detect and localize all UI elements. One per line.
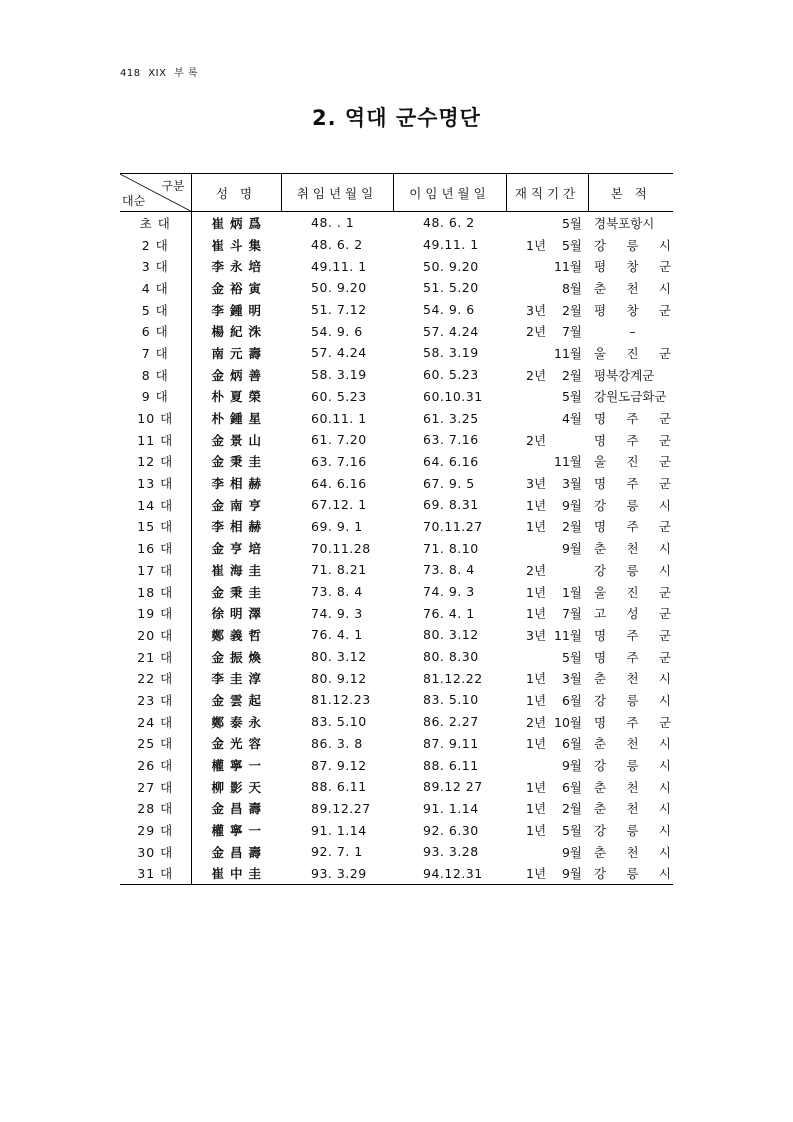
table-row bbox=[120, 819, 673, 841]
generation-cell: 29 대 bbox=[120, 819, 191, 841]
section-label: 부 록 bbox=[174, 68, 199, 79]
governor-name-cell: 金景山 bbox=[211, 432, 267, 448]
start-date-cell: 92. 7. 1 bbox=[311, 844, 363, 860]
hometown-cell: 춘 천 시 bbox=[594, 736, 671, 752]
generation-cell: 3 대 bbox=[120, 255, 191, 277]
tenure-months: 5월 bbox=[561, 823, 582, 839]
start-date-cell: 89.12.27 bbox=[311, 800, 371, 816]
table-row bbox=[120, 472, 673, 494]
tenure-cell bbox=[506, 494, 588, 516]
hometown-cell: 강 릉 시 bbox=[594, 823, 671, 839]
start-date-cell: 60.11. 1 bbox=[311, 410, 367, 426]
governor-name-cell: 李相赫 bbox=[211, 476, 267, 492]
end-date-cell: 88. 6.11 bbox=[423, 757, 479, 773]
tenure-cell bbox=[506, 212, 588, 234]
tenure-years: 1년 bbox=[526, 237, 547, 253]
end-date-cell: 54. 9. 6 bbox=[423, 302, 475, 318]
end-date-cell: 74. 9. 3 bbox=[423, 584, 475, 600]
tenure-months: 6월 bbox=[561, 736, 582, 752]
governor-name-cell: 南元壽 bbox=[211, 345, 267, 361]
tenure-months: 9월 bbox=[561, 758, 582, 774]
governor-name-cell: 李相赫 bbox=[211, 519, 267, 535]
tenure-cell bbox=[506, 863, 588, 885]
tenure-months: 3월 bbox=[561, 476, 582, 492]
hometown-cell: 명 주 군 bbox=[594, 649, 671, 665]
tenure-months: 5월 bbox=[561, 389, 582, 405]
table-row bbox=[120, 624, 673, 646]
governor-name-cell: 李鍾明 bbox=[211, 302, 267, 318]
table-row bbox=[120, 689, 673, 711]
table-row bbox=[120, 277, 673, 299]
generation-cell: 24 대 bbox=[120, 711, 191, 733]
end-date-cell: 60.10.31 bbox=[423, 388, 483, 404]
governor-name-cell: 楊紀洙 bbox=[211, 324, 267, 340]
hometown-cell: 명 주 군 bbox=[594, 714, 671, 730]
corner-label-order: 대순 bbox=[122, 194, 146, 208]
start-date-cell: 93. 3.29 bbox=[281, 863, 393, 885]
corner-header-cell bbox=[120, 174, 191, 212]
generation-cell: 27 대 bbox=[120, 776, 191, 798]
tenure-months: 5월 bbox=[561, 215, 582, 231]
governor-name-cell: 崔中圭 bbox=[191, 863, 281, 885]
table-body bbox=[120, 212, 673, 885]
tenure-months: 9월 bbox=[561, 541, 582, 557]
column-header-name: 성 명 bbox=[191, 174, 281, 212]
hometown-cell: 명 주 군 bbox=[594, 432, 671, 448]
table-row bbox=[120, 255, 673, 277]
tenure-years: 3년 bbox=[526, 627, 547, 643]
table-row bbox=[120, 754, 673, 776]
hometown-cell: 명 주 군 bbox=[594, 411, 671, 427]
tenure-months: 11월 bbox=[554, 454, 582, 470]
hometown-cell: 명 주 군 bbox=[594, 476, 671, 492]
table-row bbox=[120, 602, 673, 624]
hometown-cell: 울 진 군 bbox=[594, 454, 671, 470]
end-date-cell: 80. 3.12 bbox=[423, 627, 479, 643]
table-row bbox=[120, 299, 673, 321]
column-header-end-date: 이임년월일 bbox=[393, 174, 506, 212]
hometown-cell: 춘 천 시 bbox=[594, 779, 671, 795]
end-date-cell: 87. 9.11 bbox=[423, 735, 479, 751]
generation-cell: 9 대 bbox=[120, 386, 191, 408]
end-date-cell: 49.11. 1 bbox=[423, 237, 479, 253]
table-row bbox=[120, 234, 673, 256]
tenure-cell bbox=[506, 689, 588, 711]
generation-cell: 10 대 bbox=[120, 407, 191, 429]
governor-name-cell: 金振煥 bbox=[211, 649, 267, 665]
hometown-cell: 경북포항시 bbox=[594, 215, 655, 231]
end-date-cell: 93. 3.28 bbox=[423, 844, 479, 860]
tenure-cell bbox=[506, 733, 588, 755]
governors-table bbox=[120, 173, 673, 885]
tenure-months: 8월 bbox=[561, 280, 582, 296]
governor-name-cell: 崔海圭 bbox=[211, 562, 267, 578]
column-header-hometown: 본 적 bbox=[588, 174, 673, 212]
governor-name-cell: 權寧一 bbox=[211, 823, 267, 839]
end-date-cell: 89.12 27 bbox=[423, 779, 483, 795]
hometown-cell: 춘 천 시 bbox=[594, 801, 671, 817]
end-date-cell: 58. 3.19 bbox=[423, 345, 479, 361]
tenure-years: 1년 bbox=[526, 584, 547, 600]
generation-cell: 5 대 bbox=[120, 299, 191, 321]
generation-cell: 12 대 bbox=[120, 451, 191, 473]
end-date-cell: 73. 8. 4 bbox=[423, 562, 475, 578]
tenure-months: 9월 bbox=[561, 866, 582, 882]
table-row bbox=[120, 581, 673, 603]
end-date-cell: 92. 6.30 bbox=[423, 822, 479, 838]
start-date-cell: 80. 9.12 bbox=[311, 670, 367, 686]
end-date-cell: 81.12.22 bbox=[423, 670, 483, 686]
table-row bbox=[120, 711, 673, 733]
hometown-cell: 강 릉 시 bbox=[594, 237, 671, 253]
governor-name-cell: 金南亨 bbox=[211, 497, 267, 513]
start-date-cell: 48. . 1 bbox=[311, 215, 355, 231]
start-date-cell: 81.12.23 bbox=[311, 692, 371, 708]
governor-name-cell: 金秉圭 bbox=[211, 584, 267, 600]
tenure-months: 2월 bbox=[561, 519, 582, 535]
chapter-number: XIX bbox=[148, 68, 167, 79]
table-row bbox=[120, 494, 673, 516]
governor-name-cell: 李永培 bbox=[211, 259, 267, 275]
end-date-cell: 61. 3.25 bbox=[423, 410, 479, 426]
tenure-cell bbox=[506, 277, 588, 299]
start-date-cell: 51. 7.12 bbox=[311, 302, 367, 318]
tenure-years: 1년 bbox=[526, 606, 547, 622]
tenure-years: 1년 bbox=[526, 519, 547, 535]
tenure-years: 1년 bbox=[526, 497, 547, 513]
tenure-cell bbox=[506, 429, 588, 451]
table-row bbox=[120, 212, 673, 234]
tenure-years: 1년 bbox=[526, 671, 547, 687]
tenure-cell bbox=[506, 559, 588, 581]
hometown-cell: 강 릉 시 bbox=[594, 692, 671, 708]
hometown-cell: 명 주 군 bbox=[594, 627, 671, 643]
start-date-cell: 80. 3.12 bbox=[311, 649, 367, 665]
governor-name-cell: 崔斗集 bbox=[211, 237, 267, 253]
end-date-cell: 94.12.31 bbox=[393, 863, 506, 885]
tenure-years: 1년 bbox=[526, 779, 547, 795]
generation-cell: 25 대 bbox=[120, 733, 191, 755]
end-date-cell: 51. 5.20 bbox=[423, 280, 479, 296]
table-row bbox=[120, 342, 673, 364]
start-date-cell: 74. 9. 3 bbox=[311, 605, 363, 621]
tenure-cell bbox=[506, 819, 588, 841]
start-date-cell: 91. 1.14 bbox=[311, 822, 367, 838]
end-date-cell: 64. 6.16 bbox=[423, 453, 479, 469]
tenure-years: 1년 bbox=[526, 823, 547, 839]
table-row bbox=[120, 798, 673, 820]
tenure-cell bbox=[506, 841, 588, 863]
column-header-tenure: 재직기간 bbox=[506, 174, 588, 212]
generation-cell: 20 대 bbox=[120, 624, 191, 646]
tenure-months: 6월 bbox=[561, 779, 582, 795]
tenure-cell bbox=[506, 342, 588, 364]
end-date-cell: 50. 9.20 bbox=[423, 258, 479, 274]
tenure-months: 11월 bbox=[554, 627, 582, 643]
tenure-months: 10월 bbox=[554, 714, 582, 730]
governor-name-cell: 朴夏榮 bbox=[211, 389, 267, 405]
start-date-cell: 71. 8.21 bbox=[311, 562, 367, 578]
tenure-cell bbox=[506, 667, 588, 689]
table-row bbox=[120, 646, 673, 668]
table-row bbox=[120, 386, 673, 408]
page-title: 2. 역대 군수명단 bbox=[312, 106, 481, 130]
hometown-cell: 강 릉 시 bbox=[594, 758, 671, 774]
tenure-months: 7월 bbox=[561, 606, 582, 622]
table-row bbox=[120, 407, 673, 429]
generation-cell: 14 대 bbox=[120, 494, 191, 516]
hometown-cell: 춘 천 시 bbox=[594, 844, 671, 860]
table-row bbox=[120, 516, 673, 538]
start-date-cell: 49.11. 1 bbox=[311, 258, 367, 274]
end-date-cell: 48. 6. 2 bbox=[423, 215, 475, 231]
generation-cell: 6 대 bbox=[120, 320, 191, 342]
generation-cell: 31 대 bbox=[120, 863, 191, 885]
hometown-cell: 울 진 군 bbox=[594, 345, 671, 361]
tenure-cell bbox=[506, 798, 588, 820]
generation-cell: 7 대 bbox=[120, 342, 191, 364]
table-row bbox=[120, 863, 673, 885]
hometown-cell: 평 창 군 bbox=[594, 302, 671, 318]
start-date-cell: 58. 3.19 bbox=[311, 367, 367, 383]
tenure-years: 2년 bbox=[526, 432, 547, 448]
generation-cell: 17 대 bbox=[120, 559, 191, 581]
table-row bbox=[120, 320, 673, 342]
governor-name-cell: 權寧一 bbox=[211, 758, 267, 774]
end-date-cell: 67. 9. 5 bbox=[423, 475, 475, 491]
table-row bbox=[120, 733, 673, 755]
generation-cell: 19 대 bbox=[120, 602, 191, 624]
hometown-cell: – bbox=[629, 323, 636, 339]
tenure-years: 2년 bbox=[526, 714, 547, 730]
tenure-years: 1년 bbox=[526, 736, 547, 752]
generation-cell: 13 대 bbox=[120, 472, 191, 494]
hometown-cell: 평 창 군 bbox=[594, 259, 671, 275]
generation-cell: 21 대 bbox=[120, 646, 191, 668]
start-date-cell: 57. 4.24 bbox=[311, 345, 367, 361]
tenure-months: 9월 bbox=[561, 844, 582, 860]
tenure-years: 3년 bbox=[526, 476, 547, 492]
tenure-years: 2년 bbox=[526, 367, 547, 383]
start-date-cell: 61. 7.20 bbox=[311, 432, 367, 448]
tenure-months: 9월 bbox=[561, 497, 582, 513]
generation-cell: 초 대 bbox=[120, 212, 191, 234]
tenure-years: 1년 bbox=[526, 801, 547, 817]
governor-name-cell: 鄭泰永 bbox=[211, 714, 267, 730]
tenure-months: 4월 bbox=[561, 411, 582, 427]
generation-cell: 30 대 bbox=[120, 841, 191, 863]
tenure-months: 6월 bbox=[561, 692, 582, 708]
hometown-cell: 춘 천 시 bbox=[594, 541, 671, 557]
start-date-cell: 83. 5.10 bbox=[311, 714, 367, 730]
start-date-cell: 54. 9. 6 bbox=[311, 323, 363, 339]
tenure-years: 2년 bbox=[526, 562, 547, 578]
tenure-years: 1년 bbox=[526, 866, 547, 882]
start-date-cell: 63. 7.16 bbox=[311, 453, 367, 469]
tenure-cell bbox=[506, 776, 588, 798]
governor-name-cell: 金雲起 bbox=[211, 692, 267, 708]
end-date-cell: 69. 8.31 bbox=[423, 497, 479, 513]
generation-cell: 18 대 bbox=[120, 581, 191, 603]
end-date-cell: 71. 8.10 bbox=[423, 540, 479, 556]
end-date-cell: 83. 5.10 bbox=[423, 692, 479, 708]
generation-cell: 23 대 bbox=[120, 689, 191, 711]
tenure-cell bbox=[506, 364, 588, 386]
governor-name-cell: 金炳善 bbox=[211, 367, 267, 383]
tenure-months: 5월 bbox=[561, 237, 582, 253]
tenure-cell bbox=[506, 581, 588, 603]
tenure-months: 11월 bbox=[554, 345, 582, 361]
tenure-months: 2월 bbox=[561, 367, 582, 383]
tenure-years: 3년 bbox=[526, 302, 547, 318]
generation-cell: 16 대 bbox=[120, 537, 191, 559]
tenure-months: 5월 bbox=[561, 649, 582, 665]
start-date-cell: 60. 5.23 bbox=[311, 388, 367, 404]
end-date-cell: 76. 4. 1 bbox=[423, 605, 475, 621]
start-date-cell: 50. 9.20 bbox=[311, 280, 367, 296]
tenure-cell bbox=[506, 451, 588, 473]
end-date-cell: 63. 7.16 bbox=[423, 432, 479, 448]
table-row bbox=[120, 429, 673, 451]
table-row bbox=[120, 667, 673, 689]
start-date-cell: 67.12. 1 bbox=[311, 497, 367, 513]
tenure-cell bbox=[506, 516, 588, 538]
governor-name-cell: 鄭義哲 bbox=[211, 627, 267, 643]
page-number: 418 bbox=[120, 68, 141, 79]
generation-cell: 2 대 bbox=[120, 234, 191, 256]
hometown-cell: 춘 천 시 bbox=[594, 280, 671, 296]
tenure-cell bbox=[506, 386, 588, 408]
tenure-cell bbox=[506, 320, 588, 342]
end-date-cell: 60. 5.23 bbox=[423, 367, 479, 383]
start-date-cell: 88. 6.11 bbox=[311, 779, 367, 795]
start-date-cell: 48. 6. 2 bbox=[311, 237, 363, 253]
generation-cell: 28 대 bbox=[120, 798, 191, 820]
governor-name-cell: 崔炳爲 bbox=[211, 215, 267, 231]
tenure-cell bbox=[506, 754, 588, 776]
tenure-cell bbox=[506, 537, 588, 559]
tenure-months: 7월 bbox=[561, 324, 582, 340]
end-date-cell: 57. 4.24 bbox=[423, 323, 479, 339]
hometown-cell: 춘 천 시 bbox=[594, 671, 671, 687]
tenure-cell bbox=[506, 624, 588, 646]
governor-name-cell: 金昌壽 bbox=[211, 801, 267, 817]
tenure-years: 2년 bbox=[526, 324, 547, 340]
end-date-cell: 86. 2.27 bbox=[423, 714, 479, 730]
tenure-months: 2월 bbox=[561, 801, 582, 817]
governor-name-cell: 金秉圭 bbox=[211, 454, 267, 470]
governor-name-cell: 金光容 bbox=[211, 736, 267, 752]
tenure-cell bbox=[506, 234, 588, 256]
start-date-cell: 64. 6.16 bbox=[311, 475, 367, 491]
hometown-cell: 평북강계군 bbox=[594, 367, 655, 383]
tenure-months: 11월 bbox=[554, 259, 582, 275]
hometown-cell: 강 릉 시 bbox=[588, 863, 673, 885]
tenure-cell bbox=[506, 646, 588, 668]
tenure-cell bbox=[506, 407, 588, 429]
governor-name-cell: 李圭淳 bbox=[211, 671, 267, 687]
start-date-cell: 73. 8. 4 bbox=[311, 584, 363, 600]
generation-cell: 15 대 bbox=[120, 516, 191, 538]
tenure-months: 2월 bbox=[561, 302, 582, 318]
table-row bbox=[120, 559, 673, 581]
tenure-cell bbox=[506, 472, 588, 494]
generation-cell: 8 대 bbox=[120, 364, 191, 386]
table-row bbox=[120, 537, 673, 559]
end-date-cell: 91. 1.14 bbox=[423, 800, 479, 816]
tenure-cell bbox=[506, 602, 588, 624]
generation-cell: 22 대 bbox=[120, 667, 191, 689]
start-date-cell: 70.11.28 bbox=[311, 540, 371, 556]
governor-name-cell: 柳影天 bbox=[211, 779, 267, 795]
hometown-cell: 강 릉 시 bbox=[594, 562, 671, 578]
table-row bbox=[120, 776, 673, 798]
governor-name-cell: 金昌壽 bbox=[211, 844, 267, 860]
governor-name-cell: 徐明澤 bbox=[211, 606, 267, 622]
column-header-start-date: 취임년월일 bbox=[281, 174, 393, 212]
hometown-cell: 명 주 군 bbox=[594, 519, 671, 535]
tenure-months: 1월 bbox=[561, 584, 582, 600]
table-header-row bbox=[120, 174, 673, 212]
hometown-cell: 울 진 군 bbox=[594, 584, 671, 600]
generation-cell: 4 대 bbox=[120, 277, 191, 299]
governor-name-cell: 金裕寅 bbox=[211, 280, 267, 296]
table-row bbox=[120, 451, 673, 473]
hometown-cell: 고 성 군 bbox=[594, 606, 671, 622]
hometown-cell: 강원도금화군 bbox=[594, 389, 667, 405]
end-date-cell: 70.11.27 bbox=[423, 518, 483, 534]
generation-cell: 26 대 bbox=[120, 754, 191, 776]
tenure-years: 1년 bbox=[526, 692, 547, 708]
tenure-cell bbox=[506, 711, 588, 733]
tenure-cell bbox=[506, 299, 588, 321]
page-header bbox=[120, 64, 202, 79]
governor-name-cell: 金亨培 bbox=[211, 541, 267, 557]
tenure-cell bbox=[506, 255, 588, 277]
hometown-cell: 강 릉 시 bbox=[594, 497, 671, 513]
table-row bbox=[120, 364, 673, 386]
governor-name-cell: 朴鍾星 bbox=[211, 411, 267, 427]
generation-cell: 11 대 bbox=[120, 429, 191, 451]
tenure-months: 3월 bbox=[561, 671, 582, 687]
table-row bbox=[120, 841, 673, 863]
end-date-cell: 80. 8.30 bbox=[423, 649, 479, 665]
corner-label-category: 구분 bbox=[161, 179, 185, 193]
start-date-cell: 87. 9.12 bbox=[311, 757, 367, 773]
start-date-cell: 69. 9. 1 bbox=[311, 518, 363, 534]
start-date-cell: 86. 3. 8 bbox=[311, 735, 363, 751]
start-date-cell: 76. 4. 1 bbox=[311, 627, 363, 643]
